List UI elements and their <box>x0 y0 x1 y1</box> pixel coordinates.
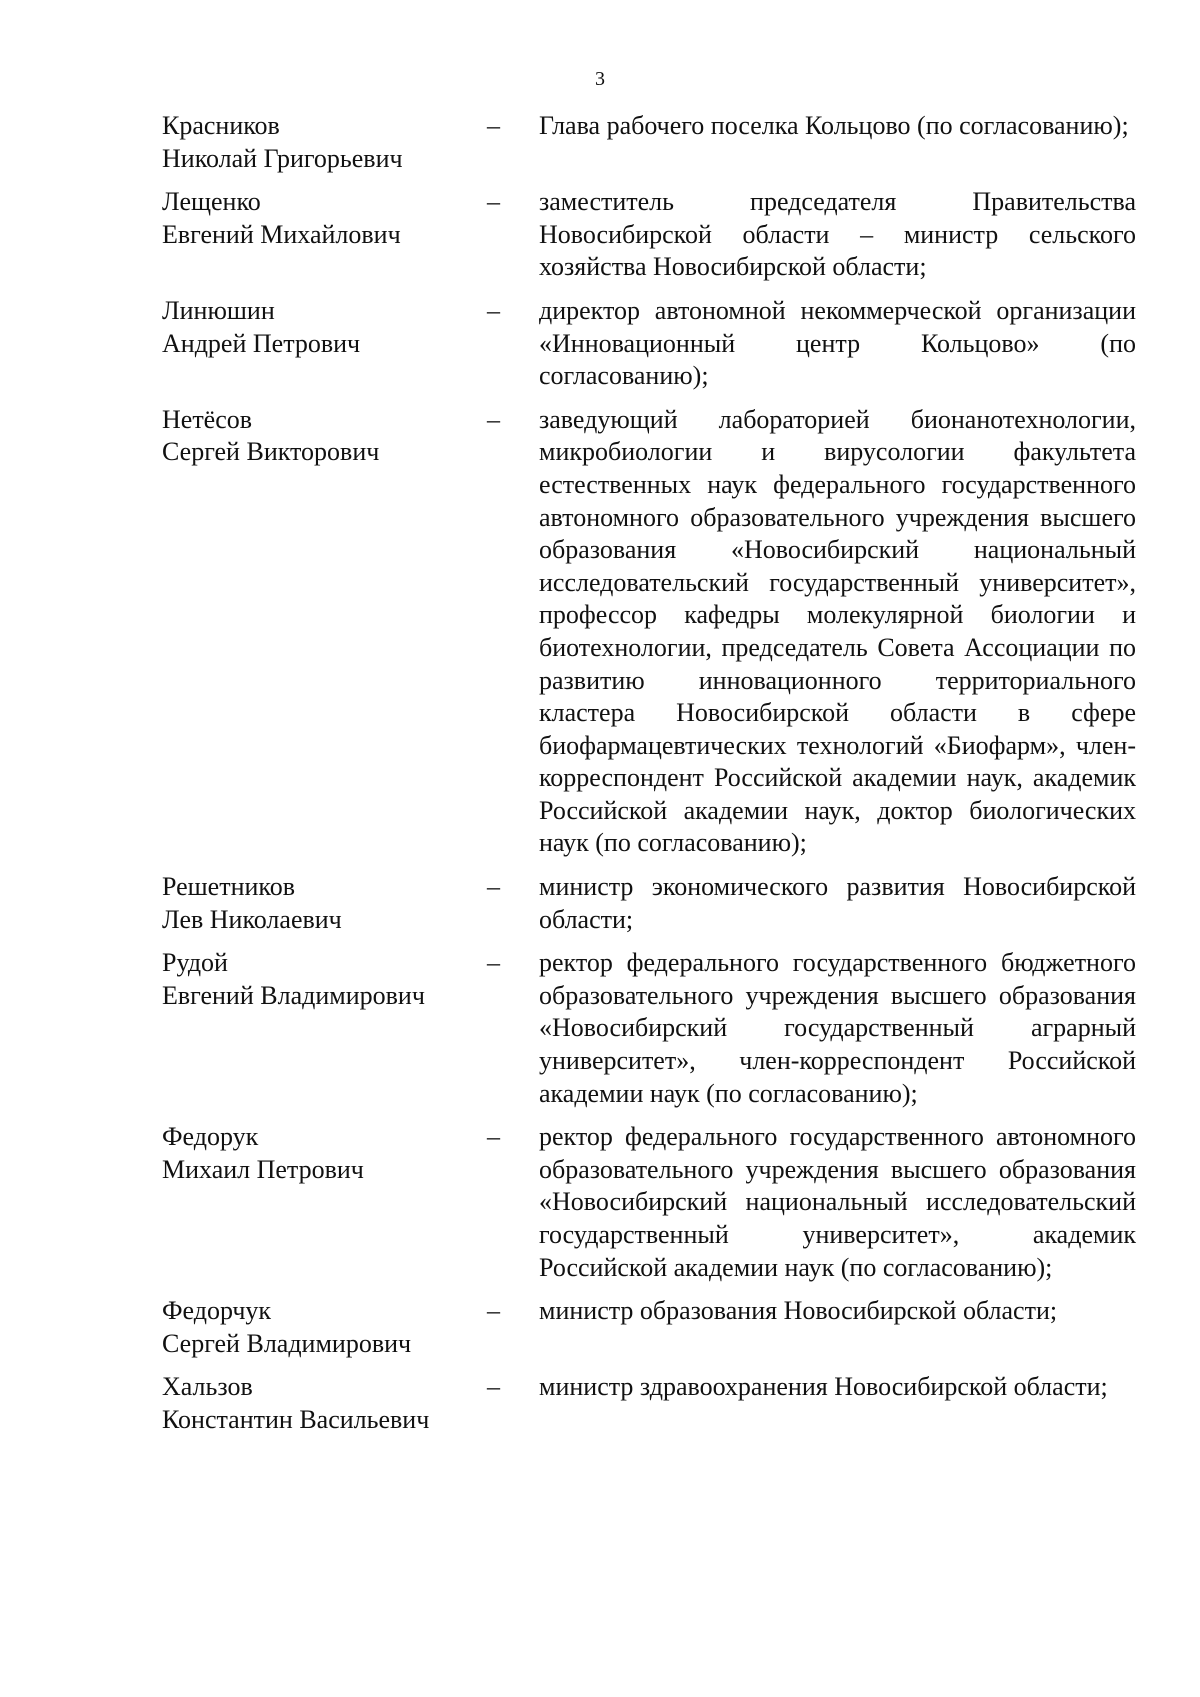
member-dash: – <box>487 111 500 140</box>
member-position: заместитель председателя Правительства Новосибирской области – министр сельского хозяйства Новосибирской области; <box>539 187 1136 282</box>
member-surname: Рудой <box>162 948 228 978</box>
member-dash: – <box>487 1122 500 1152</box>
member-surname: Лещенко <box>162 187 261 217</box>
member-name <box>162 871 487 936</box>
member-row <box>162 186 1136 284</box>
member-position: заведующий лабораторией бионанотехнологии, микробиологии и вирусологии факультета естественных наук федерального государственного автономного образовательного учреждения высшего образования «Новосибирский национальный исследовательский государственный университет», профессор кафедры молекулярной биологии и биотехнологии, председатель Совета Ассоциации по развитию инновационного территориального кластера Новосибирской области в сфере биофармацевтических технологий «Биофарм», член-корреспондент Российской академии наук, академик Российской академии наук, доктор биологических наук (по согласованию); <box>539 404 1136 858</box>
member-name <box>162 947 487 1110</box>
member-row <box>162 1295 1136 1360</box>
member-position: министр здравоохранения Новосибирской области; <box>539 1372 1108 1402</box>
member-position: министр экономического развития Новосибирской области; <box>539 872 1136 934</box>
member-position: министр образования Новосибирской области; <box>539 1296 1058 1326</box>
member-row <box>162 1121 1136 1284</box>
member-given-names: Сергей Владимирович <box>162 1328 412 1358</box>
member-surname: Красников <box>162 111 280 140</box>
member-position: Глава рабочего поселка Кольцово (по согласованию); <box>539 111 1129 140</box>
member-given-names: Николай Григорьевич <box>162 143 403 173</box>
member-surname: Нетёсов <box>162 404 253 434</box>
member-surname: Федорчук <box>162 1296 272 1326</box>
member-row <box>162 871 1136 936</box>
member-given-names: Константин Васильевич <box>162 1404 430 1434</box>
member-given-names: Андрей Петрович <box>162 328 361 358</box>
member-position: ректор федерального государственного бюджетного образовательного учреждения высшего образования «Новосибирский государственный аграрный университет», член-корреспондент Российской академии наук (по согласованию); <box>539 948 1136 1108</box>
member-dash: – <box>487 872 500 902</box>
member-name <box>162 295 487 393</box>
member-name <box>162 1371 487 1436</box>
member-position: ректор федерального государственного автономного образовательного учреждения высшего образования «Новосибирский национальный исследовательский государственный университет», академик Российской академии наук (по согласованию); <box>539 1122 1136 1282</box>
member-row <box>162 947 1136 1110</box>
member-surname: Хальзов <box>162 1372 253 1402</box>
member-given-names: Евгений Михайлович <box>162 219 401 249</box>
member-given-names: Лев Николаевич <box>162 904 342 934</box>
member-surname: Федорук <box>162 1122 259 1152</box>
member-dash: – <box>487 948 500 978</box>
page-number: 3 <box>595 68 605 90</box>
member-row <box>162 295 1136 393</box>
member-given-names: Сергей Викторович <box>162 437 380 467</box>
member-name <box>162 1295 487 1360</box>
member-dash: – <box>487 404 500 434</box>
member-name <box>162 404 487 860</box>
member-dash: – <box>487 1296 500 1326</box>
member-surname: Линюшин <box>162 295 275 325</box>
member-row <box>162 110 1136 175</box>
members-list <box>162 110 1136 1448</box>
member-given-names: Михаил Петрович <box>162 1154 364 1184</box>
member-dash: – <box>487 187 500 217</box>
member-position: директор автономной некоммерческой организации «Инновационный центр Кольцово» (по согласованию); <box>539 295 1136 391</box>
member-name <box>162 186 487 284</box>
member-surname: Решетников <box>162 872 295 902</box>
member-given-names: Евгений Владимирович <box>162 980 425 1010</box>
member-dash: – <box>487 1372 500 1402</box>
member-row <box>162 1371 1136 1436</box>
member-name <box>162 110 487 175</box>
member-name <box>162 1121 487 1284</box>
member-dash: – <box>487 295 500 325</box>
member-row <box>162 404 1136 860</box>
